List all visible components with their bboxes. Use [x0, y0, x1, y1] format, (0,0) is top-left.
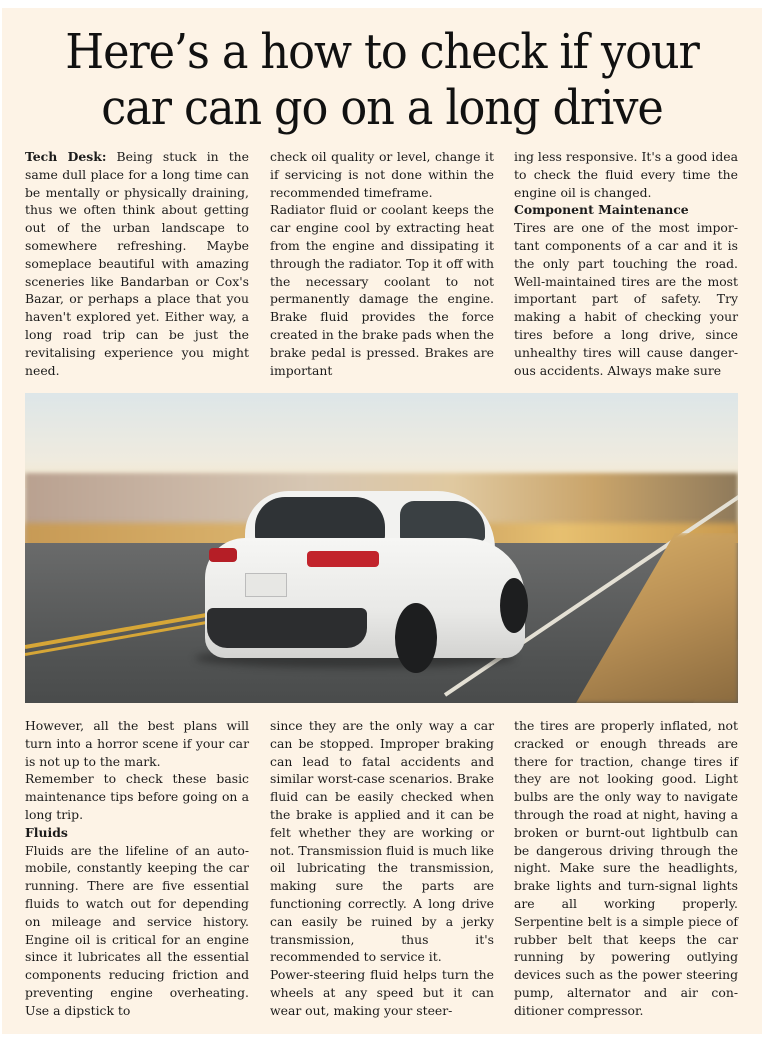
column-2-top: [270, 148, 494, 379]
car-rear-window: [255, 497, 385, 542]
paragraph: ing less responsive. It's a good idea to check the fluid every time the engine oil is changed.: [514, 149, 738, 200]
headline: Here’s a how to check if your car can go on a long drive: [65, 24, 699, 136]
paragraph: Remember to check these basic maintenance tips before going on a long trip.: [25, 771, 249, 822]
paragraph: since they are the only way a car can be stopped. Improper braking can lead to fatal accidents and similar worst-case scenarios. Brake fluid can be easily checked when the brake is applied and it can be felt whether they are working or not. Transmission fluid is much like oil lubricating the transmission, making sure the parts are functioning correctly. A long drive can easily be ruined by a jerky transmission, thus it's recommended to service it.: [270, 718, 494, 965]
paragraph: the tires are properly inflated, not cracked or enough threads are there for traction, change tires if they are not looking good. Light bulbs are the only way to navigate through the road at night, having a broken or burnt-out lightbulb can be dangerous driving through the night. Make sure the headlights, brake lights and turn-signal lights are all working properly. Serpentine belt is a simple piece of rubber belt that keeps the car running by powering outlying devices such as the power steering pump, alternator and air conditioner compressor.: [514, 718, 738, 1018]
car-taillight-left: [209, 548, 237, 562]
column-1-bottom: [25, 717, 249, 1020]
paragraph: check oil quality or level, change it if servicing is not done within the recommended timeframe.: [270, 149, 494, 200]
column-3-top: [514, 148, 738, 379]
car-bumper: [207, 608, 367, 648]
car-license-plate: [245, 573, 287, 597]
car-wheel: [395, 603, 437, 673]
white-sedan: [195, 483, 555, 673]
subheading-component-maintenance: Component Maintenance: [514, 202, 689, 218]
car-taillight-right: [307, 551, 379, 567]
car-side-window: [400, 501, 485, 541]
newspaper-clipping: [2, 8, 762, 1034]
byline-lead: Tech Desk:: [25, 149, 107, 164]
car-wheel: [500, 578, 528, 633]
column-3-bottom: [514, 717, 738, 1020]
intro-paragraph: [25, 148, 249, 379]
paragraph: Power-steering fluid helps turn the wheels at any speed but it can wear out, making your steer-: [270, 967, 494, 1018]
paragraph: Tires are one of the most important components of a car and it is the only part touching the road. Well-maintained tires are the most important part of safety. Try making a habit of checking your tires before a long drive, since unhealthy tires will cause dangerous accidents. Always make sure: [514, 220, 738, 378]
car-photo: [25, 393, 738, 703]
intro-text: Being stuck in the same dull place for a long time can be mentally or physically draining, thus we often think about getting out of the urban landscape to somewhere refreshing. Maybe someplace beautiful with amazing sceneries like Bandarban or Cox's Bazar, or perhaps a place that you haven't explored yet. Either way, a long road trip can be just the revitalising experience you might need.: [25, 149, 249, 378]
paragraph: However, all the best plans will turn into a horror scene if your car is not up to the mark.: [25, 718, 249, 769]
paragraph: Radiator fluid or coolant keeps the car engine cool by extracting heat from the engine and dissipating it through the radiator. Top it off with the necessary coolant to not permanently damage the engine. Brake fluid provides the force created in the brake pads when the brake pedal is pressed. Brakes are important: [270, 202, 494, 378]
column-2-bottom: [270, 717, 494, 1020]
column-1-top: [25, 148, 249, 379]
paragraph: Fluids are the lifeline of an automobile, constantly keeping the car running. There are five essential fluids to watch out for depending on mileage and service history. Engine oil is critical for an engine since it lubricates all the essential components reducing friction and preventing engine overheating. Use a dipstick to: [25, 842, 249, 1018]
subheading-fluids: Fluids: [25, 824, 68, 840]
